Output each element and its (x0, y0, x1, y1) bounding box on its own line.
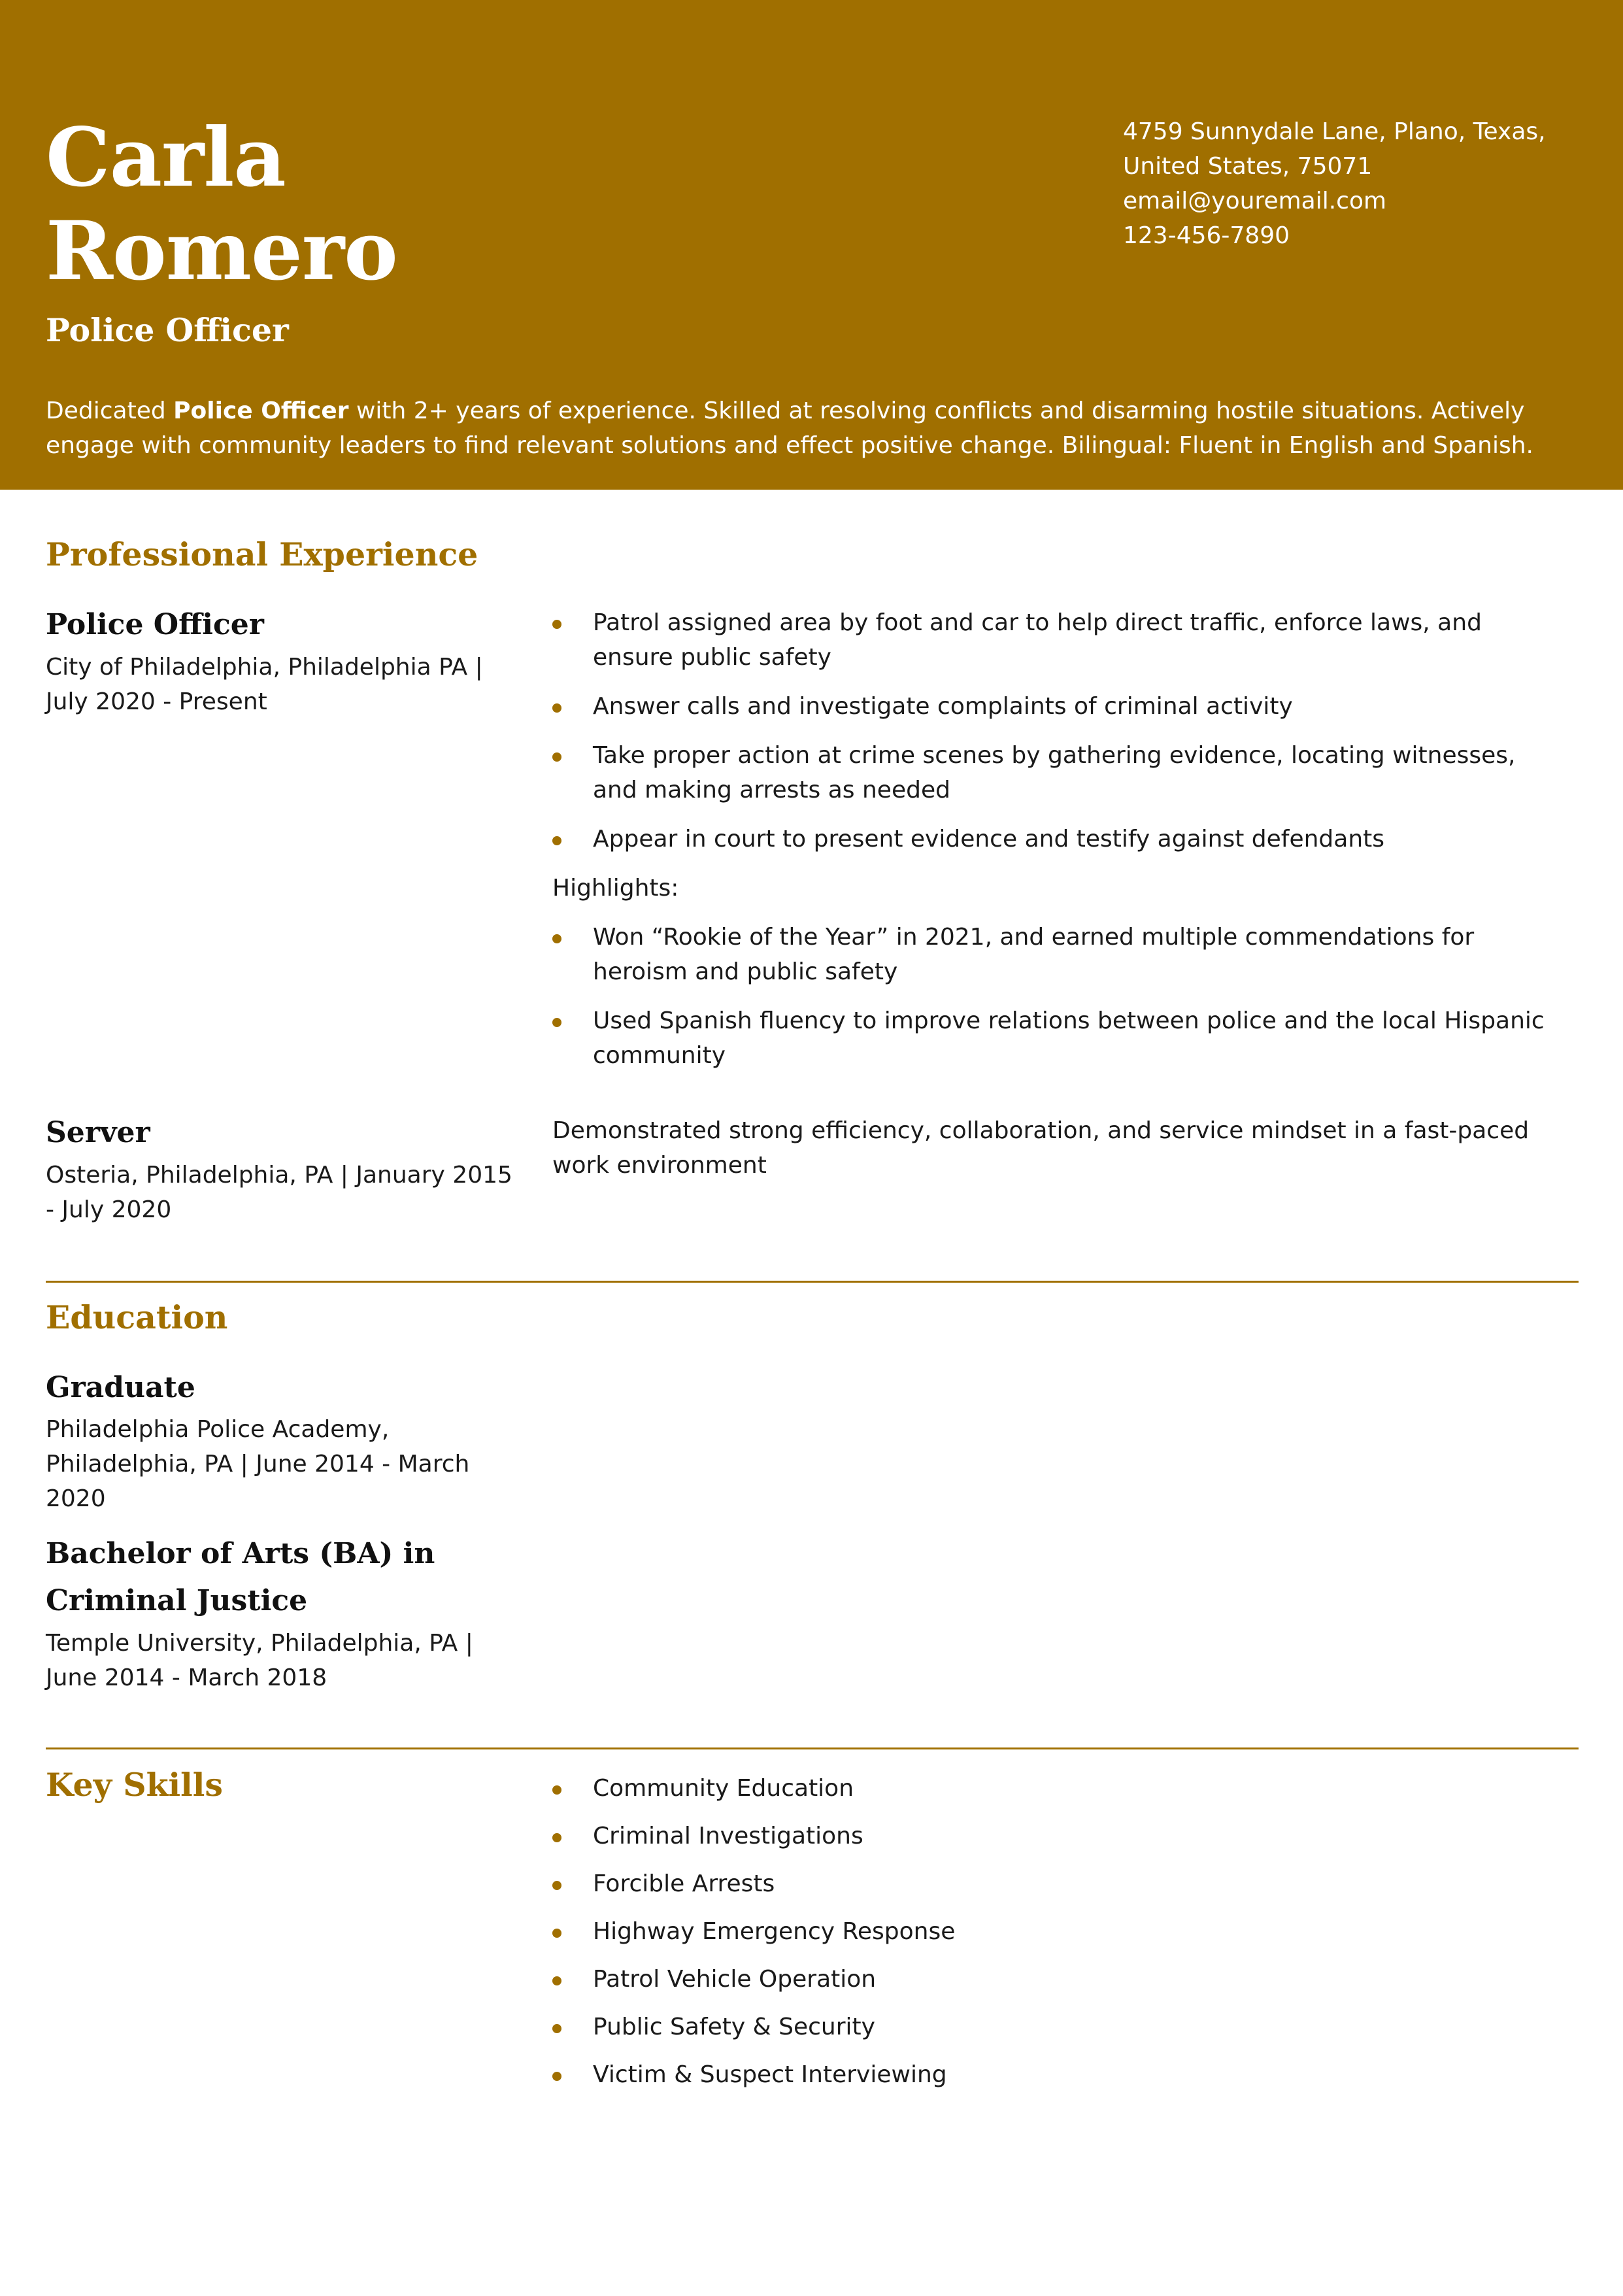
list-item: Patrol Vehicle Operation (552, 1962, 1559, 1997)
list-item: Forcible Arrests (552, 1866, 1559, 1901)
section-divider (46, 1747, 1579, 1749)
list-item: Used Spanish fluency to improve relations between police and the local Hispanic community (552, 1004, 1559, 1073)
section-divider (46, 1281, 1579, 1283)
summary-rest: with 2+ years of experience. Skilled at resolving conflicts and disarming hostile situations. Actively engage with community leaders to find relevant solutions and effect positive change. Bilingual: Fluent in English and Spanish. (46, 397, 1533, 459)
education-degree-graduate: Graduate (46, 1371, 195, 1404)
name-first: Carla (46, 110, 286, 205)
education-meta-graduate: Philadelphia Police Academy, Philadelphia, PA | June 2014 - March 2020 (46, 1416, 470, 1512)
experience-heading: Professional Experience (46, 535, 478, 573)
candidate-name (46, 111, 397, 298)
skills-bullets (552, 1771, 1559, 2092)
name-last: Romero (46, 204, 397, 299)
job-title-server: Server (46, 1116, 150, 1149)
email[interactable]: email@youremail.com (1123, 188, 1387, 214)
education-heading: Education (46, 1298, 228, 1336)
list-item: Won “Rookie of the Year” in 2021, and earned multiple commendations for heroism and public safety (552, 920, 1559, 989)
job-description-server: Demonstrated strong efficiency, collaboration, and service mindset in a fast-paced work environment (552, 1117, 1530, 1179)
resume-header (0, 0, 1623, 490)
job-title: Police Officer (46, 311, 289, 349)
list-item: Victim & Suspect Interviewing (552, 2057, 1559, 2092)
list-item: Public Safety & Security (552, 2010, 1559, 2044)
contact-info (1123, 114, 1581, 253)
job-meta-server: Osteria, Philadelphia, PA | January 2015 - July 2020 (46, 1162, 512, 1223)
summary-bold: Police Officer (173, 397, 349, 424)
job-title-police-officer: Police Officer (46, 608, 264, 641)
job-bullets (552, 605, 1559, 856)
list-item: Criminal Investigations (552, 1819, 1559, 1853)
education-meta-ba: Temple University, Philadelphia, PA | June 2014 - March 2018 (46, 1630, 473, 1691)
address-line-1: 4759 Sunnydale Lane, Plano, Texas, (1123, 118, 1546, 145)
summary (46, 394, 1575, 463)
list-item: Community Education (552, 1771, 1559, 1806)
address-line-2: United States, 75071 (1123, 153, 1373, 180)
skills-heading: Key Skills (46, 1766, 223, 1804)
phone[interactable]: 123-456-7890 (1123, 222, 1290, 249)
list-item: Answer calls and investigate complaints of criminal activity (552, 689, 1559, 724)
job-meta-police-officer: City of Philadelphia, Philadelphia PA | July 2020 - Present (46, 654, 483, 715)
list-item: Appear in court to present evidence and testify against defendants (552, 822, 1559, 856)
job-details-police-officer (552, 605, 1559, 1087)
highlights-label: Highlights: (552, 875, 679, 902)
skills-list (552, 1771, 1559, 2105)
list-item: Take proper action at crime scenes by gathering evidence, locating witnesses, and making arrests as needed (552, 738, 1559, 807)
education-degree-ba: Bachelor of Arts (BA) in Criminal Justice (46, 1537, 435, 1617)
highlight-bullets (552, 920, 1559, 1073)
list-item: Patrol assigned area by foot and car to help direct traffic, enforce laws, and ensure public safety (552, 605, 1559, 675)
list-item: Highway Emergency Response (552, 1914, 1559, 1949)
summary-prefix: Dedicated (46, 397, 174, 424)
